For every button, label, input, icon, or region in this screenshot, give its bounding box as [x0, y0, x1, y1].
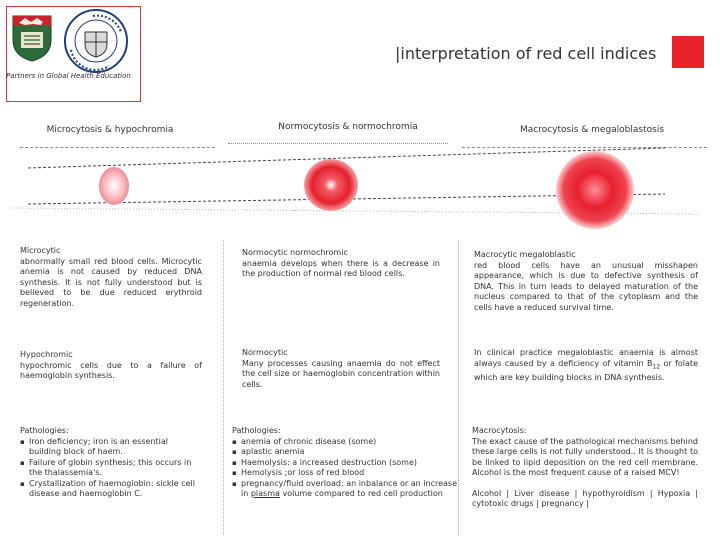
b12-subscript: 12	[652, 363, 661, 371]
pathologies-title: Pathologies:	[20, 426, 69, 435]
college-of-medicine-seal-icon	[63, 8, 129, 74]
hypochromic-description	[20, 350, 202, 382]
partners-caption: Partners in Global Health Education	[6, 72, 131, 80]
hypochromic-title: Hypochromic	[20, 350, 73, 359]
list-item: ▪ Iron deficiency; iron is an essential building block of haem.	[20, 437, 195, 458]
page-title: |interpretation of red cell indices	[395, 44, 657, 63]
microcytic-description	[20, 246, 202, 309]
macrocytic-megaloblastic-body: red blood cells have an unusual misshapen appearance, which is due to defective synthesis of DNA. This in turn leads to delayed maturation of the nucleus compared to that of the cytoplasm and the cells have a reduced survival time.	[474, 260, 698, 312]
list-item: ▪ Haemolysis: a increased destruction (some)	[232, 458, 457, 469]
macrocytosis-title: Macrocytosis:	[472, 426, 527, 435]
list-item: ▪ pregnancy/fluid overload: an inbalance or an increase in plasma volume compared to red cell production	[232, 479, 457, 500]
normocytic-title: Normocytic	[242, 348, 288, 357]
normocytic-description	[242, 348, 440, 390]
normal-red-cell-icon	[303, 158, 359, 212]
normocytic-normochromic-title: Normocytic normochromic	[242, 248, 348, 257]
macrocytosis-body: The exact cause of the pathological mechanisms behind these large cells is not fully understood.. It is thought to be linked to lipid deposition on the red cell membrane. Alcohol is the most frequent cause of a raised MCV!	[472, 436, 698, 477]
normocytosis-pathologies	[232, 426, 457, 500]
normocytic-body: Many processes causing anaemia do not effect the cell size or haemoglobin concentration within cells.	[242, 358, 440, 389]
normocytic-normochromic-description	[242, 248, 440, 280]
macrocytic-megaloblastic-description	[474, 250, 698, 313]
heading-macrocytosis: Macrocytosis & megaloblastosis	[519, 125, 665, 135]
macrocytosis-causes: Alcohol | Liver disease | hypothyroidism | Hypoxia | cytotoxic drugs | pregnancy |	[472, 488, 698, 508]
normocytic-normochromic-body: anaemia develops when there is a decrease in the production of normal red blood cells.	[242, 258, 440, 278]
heading-microcytosis: Microcytosis & hypochromia	[46, 125, 174, 135]
list-item: ▪ anemia of chronic disease (some)	[232, 437, 457, 448]
macrocytic-megaloblastic-title: Macrocytic megaloblastic	[474, 250, 576, 259]
microcytic-title: Microcytic	[20, 246, 61, 255]
megaloblastic-cause-description	[474, 348, 698, 383]
list-item: ▪ Failure of globin synthesis; this occurs in the thalassemia's.	[20, 458, 195, 479]
crest-logo-icon	[11, 14, 53, 62]
column-divider	[458, 240, 459, 535]
small-pale-red-cell-icon	[96, 165, 132, 207]
list-item: ▪ Crystallization of haemoglobin: sickle cell disease and haemoglobin C.	[20, 479, 195, 500]
list-item: ▪ Hemolysis ;or loss of red blood	[232, 468, 457, 479]
megaloblastic-cause-text-end: or folate which are key building blocks in DNA synthesis.	[474, 358, 698, 382]
microcytosis-pathologies	[20, 426, 195, 500]
macrocytosis-description	[472, 426, 698, 510]
list-item: ▪ aplastic anemia	[232, 447, 457, 458]
heading-normocytosis: Normocytosis & normochromia	[278, 122, 418, 132]
column-divider	[223, 240, 224, 535]
hypochromic-body: hypochromic cells due to a failure of haemoglobin synthesis.	[20, 360, 202, 380]
plasma-link: plasma	[250, 489, 280, 498]
megaloblastic-cause-text: In clinical practice megaloblastic anaemia is almost always caused by a deficiency of vitamin B	[474, 348, 698, 368]
large-red-cell-icon	[555, 150, 635, 230]
microcytic-body: abnormally small red blood cells. Microcytic anemia is not caused by reduced DNA synthesis. It is not fully understood but is believed to be due reduced erythroid regeneration.	[20, 256, 202, 308]
accent-square	[672, 36, 704, 68]
pathologies-title: Pathologies:	[232, 426, 281, 435]
